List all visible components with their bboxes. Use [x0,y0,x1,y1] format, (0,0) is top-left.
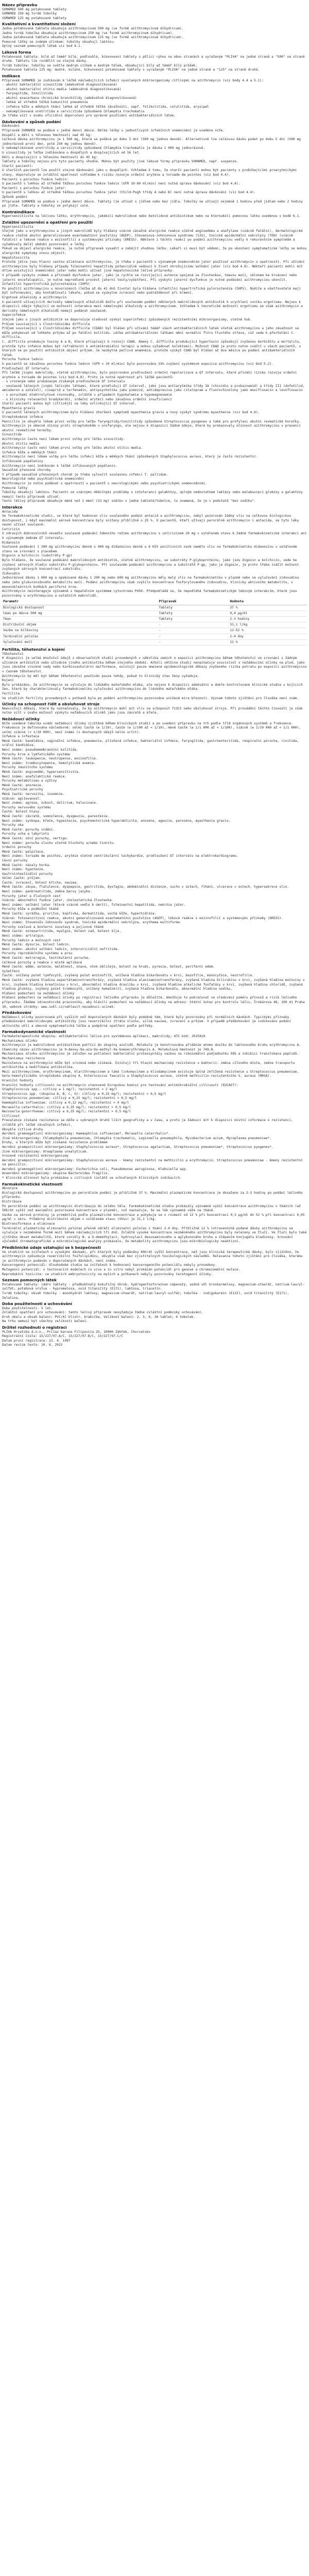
section-paragraph: U starších pacientů lze použít stejné dávkování jako u dospělých. Vzhledem k tomu, že starší pacienti mohou být pacienty s probíhajícími proarytmickými stavy, doporučuje se zvláštní opatrnost vzhledem k riziku rozvoje srdeční arytmie a torsade de pointes (viz bod 4.4). [2,168,299,177]
section-paragraph: Ve studiích na zvířatech s vysokými dávkami, při kterých byly podávány 40krát vyšší koncentrace, než jsou klinické terapeutické dávky, bylo zjištěno, že azithromycin způsobuje reverzibilní fosfolipidózu, obvykle však bez zjistitelných toxikologických následků. Relevance tohoto zjištění pro člověka, kterému je azithromycin podáván v doporučených dávkách, není známa. [2,1250,305,1263]
section-paragraph: - s poruchami elektrolytové rovnováhy, zvláště v případech hypokalemie a hypomagnesemie [2,393,172,397]
section-paragraph: Azithromycin by měl být během těhotenství používán pouze tehdy, pokud to klinický stav ženy vyžaduje. [2,674,199,678]
section-paragraph: Penicilin je obvykle lékem první volby pro léčbu faryngitidy/tonzilitidy způsobené Streptococcus pyogenes a také pro profylaxi akutní revmatické horečky. Azithromycin je obecně účinný proti streptokokům v orofaryngu, ale nejsou k dispozici žádné údaje, které by prokazovaly účinnost azithromycinu v prevenci akutní revmatické horečky. [2,419,303,432]
section-paragraph: Pacienti s poruchou funkce jater: [2,186,67,190]
section-paragraph: Aerobní gramnegativní mikroorganismy: Escherichia coli, Pseudomonas aeruginosa, Klebsiella spp. [2,1167,188,1171]
pharmacokinetic-table [2,599,307,646]
table-row [2,628,307,634]
table-cell: - [158,622,229,628]
section-paragraph: Mechanismus účinku [2,1039,38,1043]
section-paragraph: - současně léčených jinými léčivými látkami, které prodlužují QT interval, jako jsou antiarytmika třídy IA (chinidin a prokainamid) a třídy III (dofetilid, amiodaron a sotalol), cisaprid a terfenadin, antipsychotika jako pimozid, antidepresiva jako citalopram a fluorochinolony jako moxifloxacin a levofloxacin [2,384,307,393]
section-paragraph: Porucha funkce ledvin [2,358,43,362]
section-paragraph: Méně časté: edém, astenie, malátnost, únava, otok obličeje, bolest na hrudi, pyrexie, bolest, periferní edém. [2,965,215,969]
header-title: Kvalitativní a kvantitativní složení [2,22,76,27]
table-cell: 31,1 l/kg [229,622,307,628]
section-paragraph: Pacienti s poruchou funkce ledvin: [2,177,68,181]
section-paragraph: Není známo: pankreatitida, změna barvy jazyka. [2,890,92,894]
section-paragraph: - s vrozeným nebo prokázaným získaným prodloužením QT intervalu [2,380,125,384]
document-section [2,210,307,219]
section-paragraph: Není známo: synkopa, křeče, hypestezie, psychomotorická hyperaktivita, anosmie, ageuzie, parosmie, myasthenia gravis. [2,819,231,823]
section-paragraph: Azithromycin často není lékem první volby pro léčbu sinusitidy. [2,437,125,441]
section-title: Indikace [2,73,21,78]
document-section [2,1010,307,1028]
section-paragraph: Distribuce [2,1200,22,1204]
section-paragraph: Méně časté: leukopenie, neutropenie, eozinofilie. [2,757,98,761]
table-row [2,622,307,628]
section-paragraph: Po perorálním podání se azithromycin distribuuje do celého těla. Farmakokinetické studie prokázaly významně vyšší koncentrace azithromycinu v tkáních (až 50krát vyšší než maximální pozorovaná koncentrace v plazmě), což naznačuje, že se lék významně váže na tkáně. [2,1204,303,1213]
section-paragraph: Terminální plazmatický eliminační poločas přesně odráží eliminační poločas z tkání 2-4 dny. Přibližně 12 % intravenózně podané dávky azithromycinu se vylučuje v nezměněné formě močí během následujících tří dnů. Zvláště vysoké koncentrace nezměněného azithromycinu byly nalezeny ve žluči. Ve žluči bylo také zjištěno deset metabolitů, které vznikly N- a O-demethylací, hydroxylací desosaminového a aglykonového kruhu a štěpením konjugátu kladinosy. Srovnání výsledků chromatografické a mikrobiologické analýzy prokázalo, že metabolity azithromycinu jsou mikrobiologicky neaktivní. [2,1226,309,1244]
section-paragraph: - akutní bakteriální sinusitida (adekvátně diagnostikovaná) [2,83,117,87]
section-paragraph: Vrozeně rezistentní mikroorganismy [2,1154,68,1158]
section-paragraph: Méně časté: angioedém, hypersenzitivita. [2,770,80,774]
section-paragraph: Hypersenzitivita na léčivou látku, erythromycin, jakékoli makrolidové nebo ketolidové antibiotikum nebo na kteroukoli pomocnou látku uvedenou v bodě 6.1. [2,214,301,218]
section-paragraph: Průjem související s Clostridioides difficile [2,322,90,326]
section-paragraph: U pacientů léčených azithromycinem bylo hlášeno zhoršení symptomů myasthenia gravis a nový výskyt syndromu myasthenie (viz bod 4.8). [2,411,260,415]
section-paragraph: Méně časté: osteoartritida, myalgie, bolest zad, bolest šíje. [2,929,122,934]
section-title: Dávkování a způsob podání [2,119,61,124]
section-paragraph: Poruchy imunitního systému [2,766,53,770]
section-paragraph: - s klinicky relevantní bradykardií, srdeční arytmií nebo závažnou srdeční insuficiencí [2,397,172,401]
section-paragraph: Pokud se objeví alergická reakce, je nutné přípravek vysadit a zahájit vhodnou léčbu. Lékaři si musí být vědomi, že po ukončení symptomatické léčby se mohou alergické symptomy znovu objevit. [2,247,309,256]
section-paragraph: Streptokokové infekce [2,415,43,419]
table-cell: Distribuční objem [2,622,158,628]
document-section [2,1325,307,1348]
section-title: Předklinické údaje vztahující se k bezpečnosti [2,1245,101,1250]
document-section [2,50,307,73]
section-paragraph: Méně časté: závratě, somnolence, dysgeuzie, parestezie. [2,814,110,818]
section-paragraph: Není známo: anafylaktická reakce. [2,774,67,778]
header-title: Název přípravku [2,3,38,7]
section-paragraph: Reprodukční toxicita: ve studiích embryotoxicity na myších a potkanech nebyly pozorovány teratogenní účinky. [2,1272,213,1276]
table-cell: 0,4 µg/ml [229,611,307,616]
section-paragraph: Hypersenzitivita [2,225,33,229]
table-row [2,616,307,622]
section-paragraph: Méně časté: návaly horka. [2,863,51,867]
section-paragraph: Infekce a infestace [2,735,40,739]
table-cell: Terminální poločas [2,634,158,639]
table-cell: Tmax [2,616,158,622]
section-paragraph: Aerobní grampozitivní mikroorganismy: Staphylococcus aureus - kmeny rezistentní na methicilin a erythromycin, Streptococcus pneumoniae - kmeny rezistentní na penicilin. [2,1158,305,1167]
section-paragraph: U pacientů s lehkou až středně těžkou poruchou funkce jater (Child-Pugh třídy A nebo B) není nutná úprava dávkování (viz bod 4.4). [2,191,256,195]
section-paragraph: Gastrointestinální poruchy [2,872,53,876]
header-line: Pomocné látky se známým účinkem: tobolky obsahují laktózu. [2,40,115,44]
section-title: Farmakodynamické vlastnosti [2,1029,66,1035]
section-paragraph: Azithromycin je makrolidové antibiotikum patřící do skupiny azalidů. Molekula je konstruována přidáním atomu dusíku do laktonového kruhu erythromycinu A. Chemický název azithromycinu je 9-deoxy-9a-aza-9a-methyl-9a-homoerythromycin A. Molekulová hmotnost je 749,0. [2,1043,303,1052]
section-paragraph: Srdeční poruchy [2,845,31,850]
section-paragraph: Superinfekce [2,313,26,317]
section-paragraph: Bylo hlášeno, že současné podávání makrolidových antibiotik, včetně azithromycinu, se substráty P-glykoproteinu, jako jsou digoxin a kolchicin, vede ke zvýšení sérových hladin substrátu P-glykoproteinu. Při současném podávání azithromycinu a substrátů P-gp, jako je digoxin, je proto třeba zvážit možnost zvýšených sérových koncentrací substrátu. [2,558,301,571]
table-row [2,634,307,639]
section-paragraph: Aerobní grampozitivní mikroorganismy: Staphylococcus aureus*, Streptococcus agalactiae, Streptococcus pneumoniae*, Streptococcus pyogenes*. [2,1145,273,1149]
table-header-cell: Hodnota [229,599,307,605]
section-paragraph: Biotransformace a eliminace [2,1222,55,1226]
table-row [2,605,307,611]
table-cell: Vylučování močí [2,639,158,645]
section-paragraph: Vzácné: agitovanost. [2,796,41,801]
section-paragraph: Méně časté: dysurie, bolest ledvin. [2,943,71,947]
section-paragraph: Tento léčivý přípravek obsahuje méně než 1 mmol (23 mg) sodíku v jedné tabletě/tobolce, to znamená, že je v podstatě "bez sodíku". [2,499,256,503]
document-section [2,717,307,1009]
table-row [2,611,307,616]
section-paragraph: Dospělí a děti s tělesnou hmotností nad 45 kg: [2,133,92,137]
section-paragraph: Jiné mikroorganismy: Chlamydophila pneumoniae, Chlamydia trachomatis, Legionella pneumophila, Mycobacterium avium, Mycoplasma pneumoniae*. [2,1136,272,1140]
section-paragraph: Aerobní gramnegativní mikroorganismy: Haemophilus influenzae*, Moraxella catarrhalis*. [2,1132,170,1136]
section-paragraph: Poruchy reprodukčního systému a prsu [2,952,73,956]
table-cell: 12 % [229,639,307,645]
section-paragraph: Antacida [2,510,18,514]
section-paragraph: Doba použitelnosti: 5 let. [2,1306,53,1310]
section-title: Doba použitelnosti a uchovávání [2,1301,72,1307]
table-row [2,639,307,645]
section-paragraph: Není známo: torsade de pointes, arytmie včetně ventrikulární tachykardie, prodloužení QT intervalu na elektrokardiogramu. [2,854,238,858]
section-paragraph: Datum první registrace: 23. 4. 1997 [2,1338,71,1343]
section-title: Nežádoucí účinky [2,716,40,721]
section-paragraph: Není známo: akutní selhání ledvin, intersticiální nefritida. [2,947,119,951]
section-paragraph: Přípravek SUMAMED se podává v jedné denní dávce. Tablety lze užívat s jídlem nebo bez jídla. Tobolky se užívají nejméně 1 hodinu před jídlem nebo 2 hodiny po jídle. Tablety a tobolky se polykají celé. [2,199,305,208]
section-paragraph: Tablety a tobolky nejsou pro tyto pacienty vhodné. Mohou být použity jiné lékové formy přípravku SUMAMED, např. suspenze. [2,160,238,164]
section-paragraph: Poruchy kůže a podkožní tkáně [2,907,59,911]
section-paragraph: Infekce kůže a měkkých tkání [2,450,57,454]
section-paragraph: Časté: snížený počet lymfocytů, zvýšený počet eozinofilů, snížená hladina bikarbonátu v krvi, bazofilie, monocytóza, neutrofilie. [2,974,254,978]
section-paragraph: Není známo: trombocytopenie, hemolytická anemie. [2,761,96,765]
section-paragraph: Streptococcus pneumoniae: citlivý ≤ 0,25 mg/l; rezistentní > 0,5 mg/l [2,1096,137,1100]
section-paragraph: Tvrdá tobolka: tobolky se světle modrým víčkem a modrým tělem, obsahující bílý až téměř bílý prášek. [2,63,198,67]
header-line: Úplný seznam pomocných látek viz bod 6.1. [2,44,82,48]
section-paragraph: Sinusitida [2,433,22,437]
table-header-row [2,599,307,605]
section-paragraph: Hlášení podezření na nežádoucí účinky po registraci léčivého přípravku je důležité. Umožňuje to pokračovat ve sledování poměru přínosů a rizik léčivého přípravku. Žádáme zdravotnické pracovníky, aby hlásili podezření na nežádoucí účinky na adresu: Státní ústav pro kontrolu léčiv, Šrobárova 48, 100 41 Praha 10, webové stránky: www.sukl.cz/nahlasit-nezadouci-ucinek. [2,996,307,1009]
section-paragraph: Azithromycin často není lékem první volby pro léčbu akutní otitis media. [2,446,143,450]
section-paragraph: U zdravých dobrovolníků nevedlo současné podávání 5denního režimu azithromycinu s cetirizinem 20 mg v ustáleném stavu k žádné farmakokinetické interakci ani k významným změnám QT intervalu. [2,532,309,540]
section-title: Léková forma [2,49,31,55]
section-paragraph: Méně časté: anorexie. [2,783,43,787]
section-paragraph: Neexistují důkazy, které by naznačovaly, že by azithromycin mohl mít vliv na schopnost řídit nebo obsluhovat stroje. Při provádění těchto činností je však nutno vzít v úvahu možnost výskytu nežádoucích účinků jako jsou závratě a křeče. [2,706,305,715]
section-paragraph: Anaerobní mikroorganismy: skupina Bacteroides fragilis. [2,1172,110,1176]
section-paragraph: Celkové poruchy a reakce v místě aplikace [2,960,82,964]
table-header-cell: Přípravek [158,599,229,605]
section-paragraph: Hepatotoxicita [2,256,30,260]
section-paragraph: Mezi azithromycinem, erythromycinem, klarithromycinem a také linkomycinem a klindamycinem existuje úplná zkřížená rezistence u Streptococcus pneumoniae, beta-hemolytického streptokoka skupiny A, Enterococcus faecalis a Staphylococcus aureus, včetně methicilin-rezistentního S. aureus (MRSA). [2,1070,301,1078]
section-paragraph: Poruchy jater a žlučových cest [2,894,61,898]
section-paragraph: Haemophilus influenzae: citlivý ≤ 0,12 mg/l; rezistentní > 4 mg/l [2,1100,129,1105]
section-paragraph: Není známo: hypotenze. [2,868,45,872]
section-title: Zvláštní upozornění a opatření pro použití [2,219,93,225]
section-paragraph: Potahovaná tableta 125 mg: modré, kulaté, bikonvexní potahované tablety s vyraženým "PLIVA" na jedné straně a "125" na straně druhé. [2,68,260,72]
section-paragraph: Není známo: agrese, úzkost, delirium, halucinace. [2,801,98,805]
section-paragraph: Méně časté: metroragie, testikulární porucha. [2,956,90,960]
section-paragraph: Ergotové alkaloidy a azithromycin [2,296,67,299]
section-paragraph: Méně časté: ušní poruchy, vertigo. [2,836,68,840]
table-cell: 2-4 dny [229,634,307,639]
section-paragraph: Stejně jako u erythromycinu a jiných makrolidů byly hlášeny vzácné závažné alergické reakce včetně angioedému a anafylaxe (vzácně fatální), dermatologické reakce včetně akutní generalizované exantematózní pustulózy (AGEP), Stevensova-Johnsonova syndromu (SJS), toxické epidermální nekrolýzy (TEN) (vzácně fatální) a lékové reakce s eozinofilií a systémovými příznaky (DRESS). Některé z těchto reakcí po podání azithromycinu vedly k rekurentním symptomům a vyžadovaly delší období pozorování a léčby. [2,229,305,246]
header-line: SUMAMED 250 mg tvrdé tobolky [2,12,57,16]
section-paragraph: - akutní bakteriální otitis media (adekvátně diagnostikovaná) [2,87,122,91]
section-paragraph: - nekomplikovaná uretritida a cervicitida způsobená Chlamydia trachomatis [2,109,145,113]
section-paragraph: Hraniční hodnoty [2,1079,33,1082]
section-paragraph: - infekce kůže a měkkých tkání lehké až středně těžké závažnosti, např. folikulitida, celulitida, erysipel [2,105,209,109]
section-paragraph: Časté: bolest hlavy. [2,810,41,814]
section-paragraph: * Klinická účinnost byla prokázána u citlivých izolátů ve schválených klinických indikacích. [2,1176,182,1180]
section-paragraph: Infantilní hypertrofická pylorostenóza (IHPS) [2,282,90,286]
section-paragraph: Potahovaná tableta: bílé až téměř bílé, podlouhlé, bikonvexní tablety s půlicí rýhou na obou stranách a vyraženým "PLIVA" na jedné straně a "500" na straně druhé. Tabletu lze rozdělit na stejné dávky. [2,55,307,63]
document-section [2,1029,307,1180]
section-paragraph: Protože játra jsou hlavní cestou eliminace azithromycinu, je třeba u pacientů s významným onemocněním jater používat azithromycin s opatrností. Při užívání azithromycinu byly hlášeny případy fulminantní hepatitidy potenciálně vedoucí k život ohrožujícímu selhání jater (viz bod 4.8). Někteří pacienti mohli mít dříve existující onemocnění jater nebo mohli užívat jiné hepatotoxické léčivé přípravky. [2,260,307,273]
section-paragraph: Prevalence získané rezistence se může u vybraných druhů lišit geograficky a v čase, a proto je žádoucí mít k dispozici místní informace o rezistenci, zvláště při léčbě závažných infekcí. [2,1118,295,1127]
section-paragraph: Rezistence na azithromycin může být vrozená nebo získaná. Existují tři hlavní mechanismy rezistence u bakterií: změna cílového místa, změna transportu antibiotika a modifikace antibiotika. [2,1061,297,1070]
section-paragraph: U pacientů se závažnou poruchou funkce ledvin (GFR < 10 ml/min) bylo pozorováno 33% zvýšení systémové expozice azithromycinu (viz bod 5.2). [2,362,273,366]
header-line: Jedna potahovaná tableta obsahuje azithromycinum 125 mg (ve formě azithromycinum dihydricum). [2,36,184,40]
section-paragraph: U nekomplikované uretritidy a cervicitidy způsobené Chlamydia trachomatis je dávka 1 000 mg jednorázově. [2,146,205,150]
section-paragraph: Na trhu nemusí být všechny velikosti balení. [2,1319,88,1324]
section-paragraph: Zidovudin [2,571,20,575]
table-cell: Biologická dostupnost [2,605,158,611]
section-paragraph: Jednorázové dávky 1 000 mg a opakované dávky 1 200 mg nebo 600 mg azithromycinu měly malý vliv na farmakokinetiku v plazmě nebo na vylučování zidovudinu nebo jeho glukuronidového metabolitu močí. Podání azithromycinu však zvýšilo koncentrace fosforylovaného zidovudinu, klinicky aktivního metabolitu, v mononukleárních buňkách periferní krve. [2,576,301,589]
document-section [2,1278,307,1300]
section-paragraph: Myasthenia gravis [2,406,36,410]
section-paragraph: Kojení [2,679,14,683]
section-paragraph: Azithromycin neinteraguje významně s hepatálním systémem cytochromu P450. Předpokládá se, že nepodléhá farmakokinetickým lékovým interakcím, které jsou pozorovány u erythromycinu a ostatních makrolidů. [2,589,299,598]
section-paragraph: Dávkování [2,124,20,128]
section-paragraph: Není známo: porucha sluchu včetně hluchoty a/nebo tinnitu. [2,841,115,845]
section-paragraph: Méně časté: zácpa, flatulence, dyspepsie, gastritida, dysfagie, abdominální distenze, sucho v ústech, říhání, ulcerace v ústech, hypersekrece slin. [2,885,289,889]
header-line: SUMAMED 125 mg potahované tablety [2,16,67,20]
section-paragraph: Streptococcus spp. (skupina A, B, C, G): citlivý ≤ 0,25 mg/l; rezistentní > 0,5 mg/l [2,1092,166,1096]
section-paragraph: Fertilita [2,691,20,696]
section-paragraph: Velmi časté: průjem. [2,876,41,880]
section-paragraph: Není známo: selhání jater (které vzácně vedlo k úmrtí), fulminantní hepatitida, nekróza jater. [2,903,186,907]
section-paragraph: Moraxella catarrhalis: citlivý ≤ 0,25 mg/l; rezistentní > 0,5 mg/l [2,1105,131,1109]
section-paragraph: - faryngitida, tonzilitida [2,92,53,96]
section-paragraph: Poruchy metabolismu a výživy [2,779,57,783]
section-paragraph: C. difficile produkuje toxiny A a B, které přispívají k rozvoji CDAD. Kmeny C. difficile produkující hypertoxin způsobují zvýšenou morbiditu a mortalitu, protože tyto infekce mohou být refrakterní k antimikrobiální terapii a mohou vyžadovat kolektomii. Možnost CDAD je proto nutno zvážit u všech pacientů, u kterých se po použití antibiotik objeví průjem. Je nezbytná pečlivá anamnéza, protože výskyt CDAD byl hlášen až dva měsíce po podání antibakteriálních látek. [2,340,303,357]
section-paragraph: - akutní exacerbace chronické bronchitidy (adekvátně diagnostikovaná) [2,96,137,100]
section-paragraph: Mechanismus rezistence [2,1057,45,1061]
section-paragraph: Hraniční hodnoty citlivosti na azithromycin stanovené Evropskou komisí pro testování antimikrobiální citlivosti (EUCAST): [2,1083,238,1087]
section-paragraph: Způsob podání [2,195,28,199]
section-paragraph: Poruchy krve a lymfatického systému [2,752,71,756]
section-paragraph: Obvykle citlivé druhy [2,1127,43,1131]
header-line: Jedna potahovaná tableta obsahuje azithromycinum 500 mg (ve formě azithromycinum dihydricum). [2,26,184,30]
table-cell: Tablety [158,616,229,622]
section-paragraph: Vzácné: abnormální funkce jater, cholestatická žloutenka. [2,899,114,903]
table-cell: - [158,639,229,645]
section-paragraph: Těhotenství [2,652,24,656]
section-paragraph: Je třeba vzít v úvahu oficiální doporučení pro správné používání antibakteriálních látek. [2,114,176,118]
section-paragraph: Tobolky obsahují laktózu. Pacienti se vzácnými dědičnými problémy s intolerancí galaktózy, úplným nedostatkem laktázy nebo malabsorpcí glukózy a galaktózy nemají tento přípravek užívat. [2,490,305,499]
section-paragraph: V případě sexuálně přenosných chorob je třeba vyloučit současnou infekci T. pallidum. [2,472,168,477]
header-line: SUMAMED 500 mg potahované tablety [2,7,67,11]
section-paragraph: Poruchy ledvin a močových cest [2,938,61,942]
section-paragraph: Mechanismus účinku azithromycinu je založen na potlačení bakteriální proteosyntézy vazbou na ribozomální podjednotku 50S a inhibici translokace peptidů. [2,1052,299,1056]
document-section [2,1182,307,1244]
table-cell: Cmax po dávce 500 mg [2,611,158,616]
document-section [2,1301,307,1324]
section-paragraph: Didanosin [2,540,20,545]
document-section [2,702,307,716]
section-title: Držitel rozhodnutí o registraci [2,1325,67,1330]
table-cell: Tablety [158,611,229,616]
section-paragraph: Není známo: Stevensův-Johnsonův syndrom, toxická epidermální nekrolýza, erythema multiforme. [2,921,182,925]
section-paragraph: Při léčbě jinými makrolidy, včetně azithromycinu, bylo pozorováno prodloužení srdeční repolarizace a QT intervalu, které přináší riziko rozvoje srdeční arytmie a torsade de pointes (viz bod 4.8). Proto je nutná opatrnost při léčbě pacientů: [2,371,299,379]
section-title: Seznam pomocných látek [2,1278,57,1283]
table-cell: - [158,634,229,639]
section-paragraph: Farmakoterapeutická skupina: antibakteriální léčiva pro systémovou aplikaci, makrolidy; ATC kód: J01FA10 [2,1035,205,1039]
section-paragraph: Méně časté: poruchy vidění. [2,827,55,832]
section-paragraph: Současné podávání 1 200 mg azithromycinu denně s 400 mg didanosinu denně u 6 HIV pozitivních osob nemělo vliv na farmakokinetiku didanosinu v ustáleném stavu ve srovnání s placebem. [2,545,299,553]
section-title: Farmakokinetické vlastnosti [2,1181,63,1187]
section-paragraph: Méně časté: vyrážka, pruritus, kopřivka, dermatitida, suchá kůže, hyperhidróza. [2,912,157,916]
table-cell: Tablety [158,605,229,611]
section-paragraph: Zvláštní opatření pro uchovávání: tento léčivý přípravek nevyžaduje žádné zvláštní podmínky uchovávání. [2,1311,203,1315]
section-paragraph: Azithromycin je nutno podávat s opatrností u pacientů s neurologickými nebo psychiatrickými onemocněními. [2,481,208,485]
section-paragraph: Časté: zvracení, bolest břicha, nauzea. [2,880,78,885]
section-paragraph: Vzácné: fotosenzitivní reakce, akutní generalizovaná exantematózní pustulóza (AGEP), léková reakce s eozinofilií a systémovými příznaky (DRESS). [2,916,283,920]
section-paragraph: Poruchy oka [2,823,24,827]
section-paragraph: Biologická dostupnost azithromycinu po perorálním podání je přibližně 37 %. Maximální plazmatické koncentrace je dosaženo za 2-3 hodiny po podání léčivého přípravku. [2,1191,305,1199]
document-section [2,220,307,504]
section-paragraph: Neurologická nebo psychiatrická onemocnění [2,477,84,481]
section-paragraph: Cetirizin [2,527,20,531]
section-paragraph: Cévní poruchy [2,858,28,862]
table-cell: 12-52 % [229,628,307,634]
section-paragraph: Méně časté: zvýšená hladina aspartátaminotransferázy, zvýšená hladina alaninaminotransferázy, zvýšená hladina bilirubinu v krvi, zvýšená hladina močoviny v krvi, zvýšená hladina kreatininu v krvi, abnormální hladina draslíku v krvi, zvýšená hladina alkalické fosfatázy v krvi, zvýšená hladina chloridů, zvýšená hladina glukózy, zvýšený počet trombocytů, snížený hematokrit, zvýšená hladina bikarbonátu, abnormální hladina sodíku. [2,978,307,991]
section-paragraph: Po použití azithromycinu u novorozenců (léčba až do 42 dnů života) byla hlášena infantilní hypertrofická pylorostenóza (IHPS). Rodiče a ošetřovatelé mají být informováni, aby kontaktovali lékaře, pokud se vyskytne zvracení nebo podrážděnost při krmení. [2,286,303,295]
table-header-cell: Parametr [2,599,158,605]
section-paragraph: Citlivost [2,1114,20,1118]
section-paragraph: U pacientů s lehkou až středně těžkou poruchou funkce ledvin (GFR 10-80 ml/min) není nutná úprava dávkování (viz bod 4.4). [2,182,241,186]
section-paragraph: Azithromycin není indikován k léčbě infikovaných popálenin. [2,464,117,468]
section-paragraph: PLIVA Hrvatska d.o.o., Prilaz baruna Filipovića 25, 10000 Záhřeb, Chorvatsko [2,1330,151,1334]
section-paragraph: Stejně jako u jiných antibiotik se doporučuje sledovat výskyt superinfekcí způsobených rezistentními mikroorganismy, včetně hub. [2,317,252,321]
section-paragraph: Méně časté: kandidóza, vaginální infekce, pneumonie, plísňová infekce, bakteriální infekce, faryngitida, gastroenteritida, respirační porucha, rinitida, orální kandidóza. [2,739,301,748]
section-title: Interakce [2,504,23,510]
section-paragraph: Starší pacienti mohou být citlivější na léky ovlivňující QT interval. [2,402,137,406]
section-paragraph: Datum revize textu: 10. 6. 2022 [2,1343,63,1347]
document-sections-part-2 [2,647,307,1348]
section-paragraph: Potahované tablety: jádro tablety - předbobtnalý kukuřičný škrob, hydrogenfosforečnan vápenatý, sodná sůl kroskarmelosy, magnesium-stearát, natrium-lauryl-sulfát; potahová vrstva - hypromelosa, oxid titaničitý (E171), laktosa, triacetin. [2,1282,305,1291]
section-paragraph: Azithromycin není lékem volby pro léčbu infekcí kůže a měkkých tkání způsobených Staphylococcus aureus, který je často rezistentní. [2,455,258,459]
section-paragraph: Neisseria gonorrhoeae: citlivý ≤ 0,25 mg/l; rezistentní > 0,5 mg/l [2,1110,131,1114]
section-title: Fertilita, těhotenství a kojení [2,647,65,652]
table-cell: 2-3 hodiny [229,616,307,622]
section-paragraph: Jiné mikroorganismy: Ureaplasma urealyticum. [2,1149,88,1154]
section-paragraph: Děti a dospívající s tělesnou hmotností do 45 kg: [2,155,98,159]
document-section [2,647,307,701]
table-cell: Vazba na bílkoviny [2,628,158,634]
section-paragraph: Kancerogenní potenciál: dlouhodobé studie na zvířatech k hodnocení kancerogenního potenciálu nebyly provedeny. [2,1263,217,1267]
section-paragraph: Ve farmakokinetické studii, ve které byl hodnocen vliv současného podání antacid a azithromycinu, nebyl pozorován žádný vliv na celkovou biologickou dostupnost, i když maximální sérové koncentrace byly sníženy přibližně o 25 %. U pacientů, kteří užívají perorálně azithromycin i antacida, se tyto léky nesmí užívat současně. [2,514,301,527]
section-paragraph: Tvrdé tobolky: obsah tobolky - monohydrát laktosy, magnesium-stearát, natrium-lauryl-sulfát; tobolka - indigokarmín (E132), oxid titaničitý (E171), želatina. [2,1291,291,1300]
section-paragraph: Níže uvedená tabulka uvádí nežádoucí účinky zjištěné během klinických studií a po uvedení přípravku na trh podle tříd orgánových systémů a frekvence. Frekvence je definována následovně: velmi časté (≥ 1/10), časté (≥ 1/100 až < 1/10), méně časté (≥ 1/1 000 až < 1/100), vzácné (≥ 1/10 000 až < 1/1 000), velmi vzácné (< 1/10 000), není známo (z dostupných údajů nelze určit). [2,721,303,734]
document-section [2,1245,307,1277]
section-paragraph: Není známo: artralgie. [2,934,45,938]
section-paragraph: Registrační čísla: 15/227/97-A/C, 15/227/97-B/C, 15/227/97-C/C [2,1334,124,1338]
section-paragraph: Vazba na sérové proteiny je proměnlivá podle plazmatické koncentrace a pohybuje se v rozmezí od 12 % při koncentraci 0,5 µg/ml do 52 % při koncentraci 0,05 µg/ml v séru. Průměrný distribuční objem v ustáleném stavu (VVss) je 31,1 l/kg. [2,1213,307,1222]
section-paragraph: U pacientů užívajících deriváty námelových alkaloidů došlo při současném podání některých makrolidových antibiotik k urychlení vzniku ergotismu. Nejsou k dispozici údaje týkající se možnosti interakce mezi námelovými alkaloidy a azithromycinem. Vzhledem k teoretické možnosti ergotismu se však azithromycin a deriváty námelových alkaloidů nemají podávat současně. [2,300,305,313]
section-paragraph: Hlášení podezření na nežádoucí účinky [2,991,75,995]
section-paragraph: U sinusitidy je léčba indikována u dospělých a dospívajících od 16 let. [2,151,141,155]
document-sections-part-1 [2,50,307,598]
table-cell: 37 % [229,605,307,611]
document-section [2,120,307,209]
section-paragraph: Staphylococcus spp.: citlivý ≤ 1 mg/l; rezistentní > 2 mg/l [2,1088,117,1092]
section-paragraph: Absorpce [2,1187,18,1191]
section-paragraph: Druhy, u kterých může být získaná rezistence problémem [2,1141,108,1145]
section-paragraph: Prodloužení QT intervalu [2,366,49,370]
section-paragraph: Poruchy nervového systému [2,805,51,809]
section-paragraph: Bylo prokázáno, že azithromycin se vylučuje do lidského mateřského mléka, ale nejsou k dispozici adekvátní a dobře kontrolované klinické studie u kojících žen, které by charakterizovaly farmakokinetiku vylučování azithromycinu do lidského mateřského mléka. [2,683,305,691]
section-paragraph: Psychiatrické poruchy [2,788,43,792]
section-paragraph: K dispozici je velké množství údajů z observačních studií provedených v několika zemích o expozici azithromycinu během těhotenství ve srovnání s žádným užíváním antibiotik nebo užíváním jiného antibiotika během stejného období. Ačkoli většina studií nenaznačuje souvislost s nežádoucími účinky na plod, jako jsou závažné vrozené vady nebo kardiovaskulární malformace, existují pouze omezené epidemiologické důkazy zvýšeného rizika potratu po expozici azithromycinu v časném těhotenství. [2,656,309,673]
section-paragraph: Mutagenní potenciál: v testovacích modelech in vivo a in vitro nebyl prokázán potenciál pro genové a chromozomální mutace. [2,1267,241,1272]
section-title: Účinky na schopnost řídit a obsluhovat stroje [2,702,100,707]
section-paragraph: Pomocné látky [2,486,28,490]
section-paragraph: Infikované popáleniny [2,459,43,463]
section-paragraph: Digoxin a kolchicin (substráty P-gp) [2,554,73,558]
section-paragraph: Akutní otitis media [2,442,40,446]
section-paragraph: Nežádoucí účinky pozorované při vyšších než doporučených dávkách byly podobné těm, které byly pozorovány při normálních dávkách. Typickými příznaky předávkování makrolidovými antibiotiky jsou reverzibilní ztráta sluchu, silná nauzea, zvracení a průjem. V případě předávkování je indikováno podání aktivního uhlí a obecná symptomatická léčba a podpůrná opatření podle potřeby. [2,1015,293,1028]
table-body [2,605,307,645]
section-paragraph: - lehká až středně těžká komunitní pneumonie [2,100,88,105]
section-paragraph: Starší pacienti: [2,164,33,168]
section-paragraph: Méně časté: palpitace. [2,850,45,854]
section-paragraph: V případě výskytu známek a příznaků dysfunkce jater, jako je rychle se rozvíjející astenie spojená se žloutenkou, tmavou močí, sklonem ke krvácení nebo jaterní encefalopatií, je nutné neprodleně provést jaterní testy/vyšetření. Při výskytu jaterní dysfunkce je nutné podávání azithromycinu ukončit. [2,274,299,282]
section-paragraph: Přípravek SUMAMED je indikován k léčbě následujících infekcí vyvolaných mikroorganismy citlivými na azithromycin (viz body 4.4 a 5.1): [2,78,264,82]
document-section [2,74,307,118]
section-paragraph: Není známo: pseudomembranózní kolitida. [2,748,78,752]
section-paragraph: Přípravek SUMAMED se podává v jedné denní dávce. Délka léčby u jednotlivých infekčních onemocnění je uvedena níže. [2,129,225,133]
section-title: Kontraindikace [2,209,35,214]
header-line: Jedna tvrdá tobolka obsahuje azithromycinum 250 mg (ve formě azithromycinum dihydricum). [2,31,174,35]
section-paragraph: Vyšetření [2,969,20,973]
section-paragraph: Celková dávka azithromycinu je 1 500 mg, která se podává po dobu 3 dní (500 mg jednou denně). Alternativně lze celkovou dávku podat po dobu 5 dní (500 mg jednorázově první den, poté 250 mg jednou denně). [2,138,303,146]
section-paragraph: Poruchy svalové a kosterní soustavy a pojivové tkáně [2,925,104,929]
section-paragraph: Méně časté: nervozita, insomnie. [2,792,65,796]
document-header [2,3,307,49]
section-paragraph: Poruchy ucha a labyrintu [2,832,49,836]
document-section [2,505,307,598]
section-paragraph: Druh obalu a obsah balení: PVC/Al blistr, krabička. Velikost balení: 2, 3, 6, 30 tablet; 6 tobolek. [2,1315,196,1319]
section-title: Předávkování [2,1010,31,1015]
section-paragraph: Sexuálně přenosné choroby [2,468,51,472]
section-paragraph: Průjem související s Clostridioides difficile (CDAD) byl hlášen při užívání téměř všech antibakteriálních látek včetně azithromycinu a jeho závažnost se může pohybovat od lehkého průjmu až po fatální kolitidu. Léčba antibakteriálními látkami mění normální flóru tlustého střeva, což vede k přerůstání C. difficile. [2,327,301,340]
section-paragraph: Ve studiích fertility provedených u potkanů byla po podání azithromycinu pozorována snížená míra březosti. Význam tohoto zjištění pro člověka není znám. [2,696,299,700]
table-cell: - [158,628,229,634]
